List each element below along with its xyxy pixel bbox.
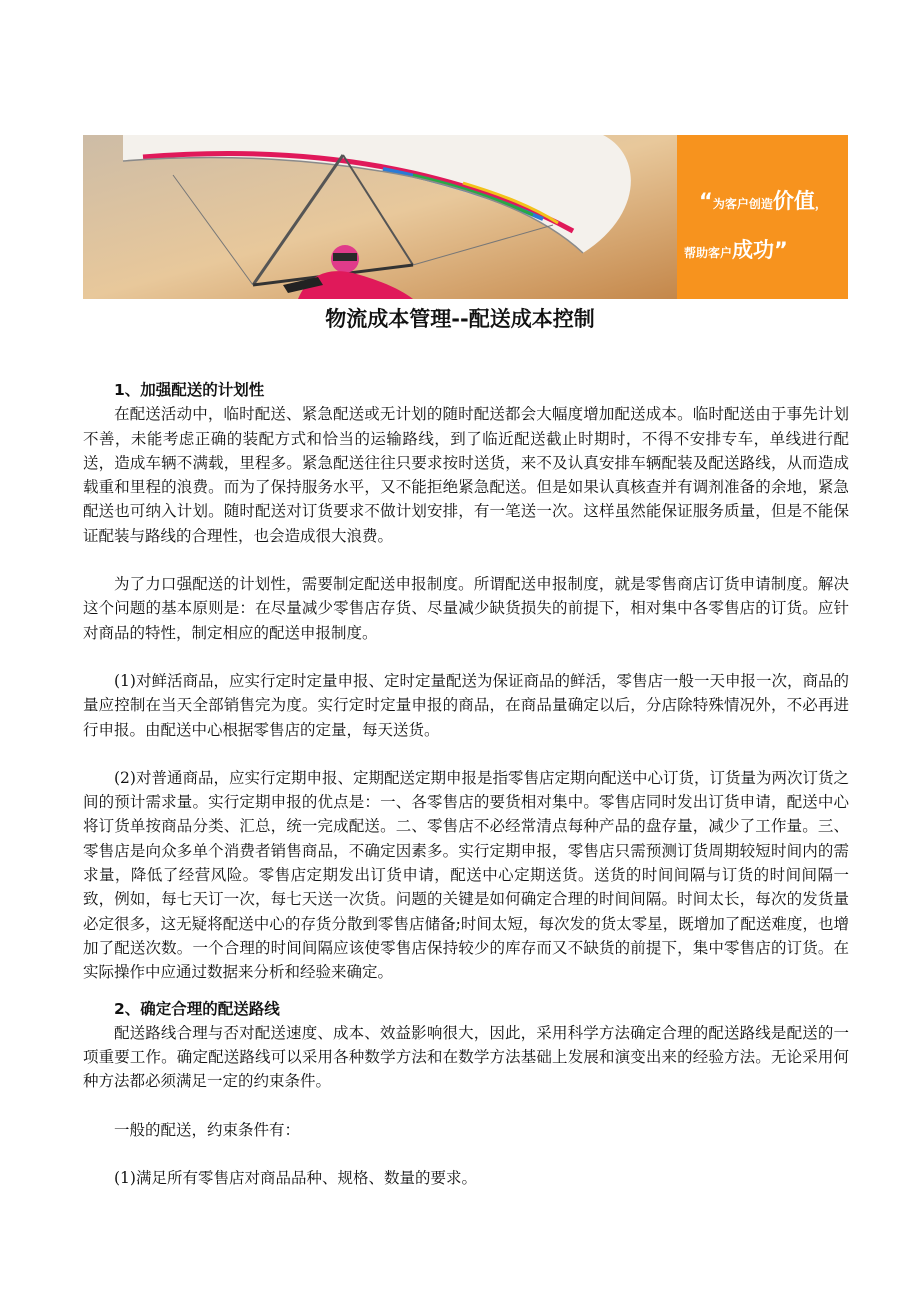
slogan-panel bbox=[677, 135, 848, 299]
paragraph-6: 一般的配送，约束条件有： bbox=[114, 1120, 301, 1139]
paragraph-1: 在配送活动中，临时配送、紧急配送或无计划的随时配送都会大幅度增加配送成本。临时配送由于事先计划不善，未能考虑正确的装配方式和恰当的运输路线，到了临近配送截止时期时，不得不安排专车，单线进行配送，造成车辆不满载，里程多。紧急配送往往只要求按时送货，来不及认真安排车辆配装及配送路线，从而造成载重和里程的浪费。而为了保持服务水平，又不能拒绝紧急配送。但是如果认真核查并有调剂准备的余地，紧急配送也可纳入计划。随时配送对订货要求不做计划安排，有一笔送一次。这样虽然能保证服务质量，但是不能保证配装与路线的合理性，也会造成很大浪费。 bbox=[83, 405, 849, 545]
hang-glider-photo bbox=[83, 135, 677, 299]
paragraph-3: (1)对鲜活商品，应实行定时定量申报、定时定量配送为保证商品的鲜活，零售店一般一天申报一次，商品的量应控制在当天全部销售完为度。实行定时定量申报的商品，在商品量确定以后，分店除特殊情况外，不必再进行申报。由配送中心根据零售店的定量，每天送货。 bbox=[83, 671, 849, 739]
section-heading-1: 1、加强配送的计划性 bbox=[114, 381, 265, 399]
document-body bbox=[83, 378, 849, 1190]
document-title: 物流成本管理--配送成本控制 bbox=[325, 307, 595, 331]
section-heading-2: 2、确定合理的配送路线 bbox=[114, 999, 280, 1018]
slogan-line-1: “为客户创造价值， bbox=[699, 189, 827, 213]
paragraph-5: 配送路线合理与否对配送速度、成本、效益影响很大，因此，采用科学方法确定合理的配送路线是配送的一项重要工作。确定配送路线可以采用各种数学方法和在数学方法基础上发展和演变出来的经验方法。无论采用何种方法都必须满足一定的约束条件。 bbox=[83, 1023, 849, 1091]
paragraph-2: 为了力口强配送的计划性，需要制定配送申报制度。所谓配送申报制度，就是零售商店订货申请制度。解决这个问题的基本原则是：在尽量减少零售店存货、尽量减少缺货损失的前提下，相对集中各零售店的订货。应针对商品的特性，制定相应的配送申报制度。 bbox=[83, 575, 849, 642]
header-banner bbox=[83, 135, 848, 299]
slogan-line-2: 帮助客户成功” bbox=[684, 238, 788, 262]
paragraph-7: (1)满足所有零售店对商品品种、规格、数量的要求。 bbox=[114, 1169, 477, 1188]
paragraph-4: (2)对普通商品，应实行定期申报、定期配送定期申报是指零售店定期向配送中心订货，订货量为两次订货之间的预计需求量。实行定期申报的优点是：一、各零售店的要货相对集中。零售店同时发出订货申请，配送中心将订货单按商品分类、汇总，统一完成配送。二、零售店不必经常清点每种产品的盘存量，减少了工作量。三、零售店是向众多单个消费者销售商品，不确定因素多。实行定期申报，零售店只需预测订货周期较短时间内的需求量，降低了经营风险。零售店定期发出订货申请，配送中心定期送货。送货的时间间隔与订货的时间间隔一致，例如，每七天订一次，每七天送一次货。问题的关键是如何确定合理的时间间隔。时间太长，每次的发货量必定很多，这无疑将配送中心的存货分散到零售店储备;时间太短，每次发的货太零星，既增加了配送难度，也增加了配送次数。一个合理的时间间隔应该使零售店保持较少的库存而又不缺货的前提下，集中零售店的订货。在实际操作中应通过数据来分析和经验来确定。 bbox=[83, 768, 849, 982]
hang-glider-illustration bbox=[83, 135, 677, 299]
